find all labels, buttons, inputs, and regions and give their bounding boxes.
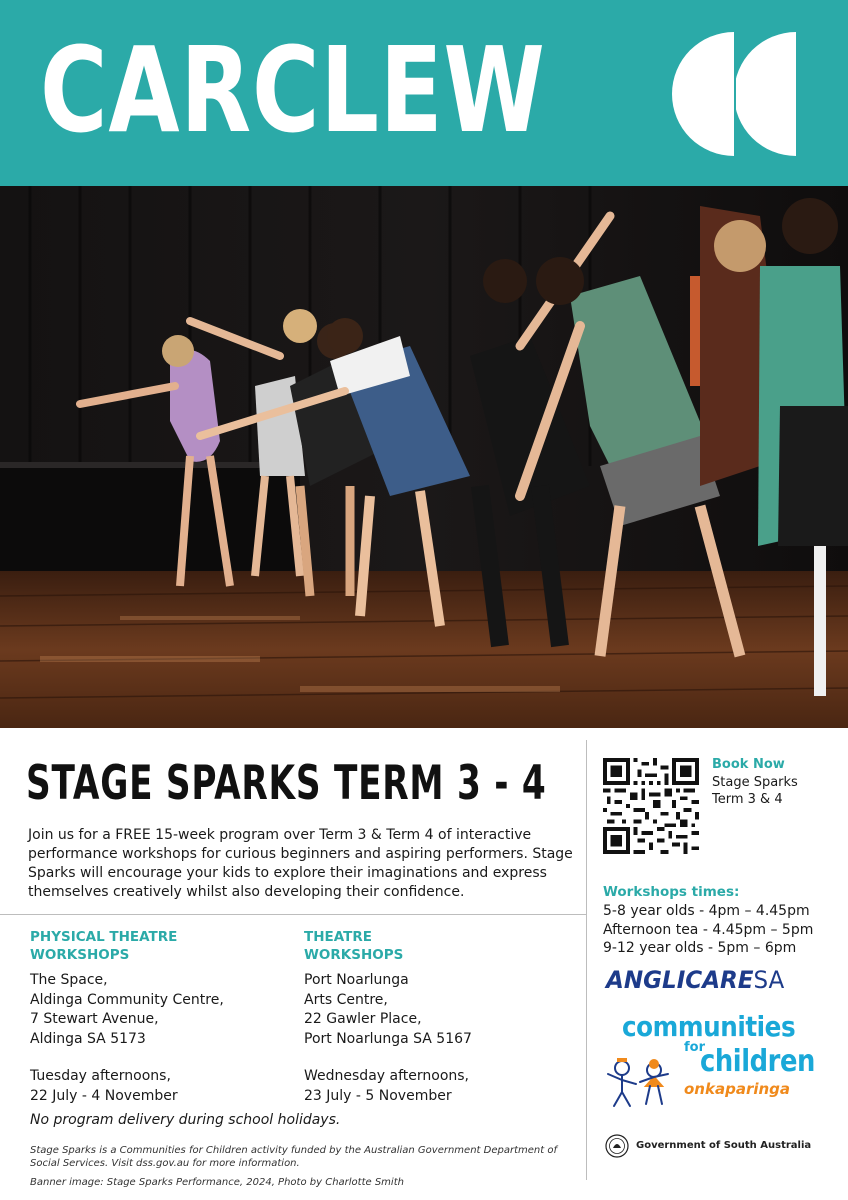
workshop-times-list: [603, 902, 813, 958]
carclew-logo: CARCLEW: [40, 21, 546, 159]
intro-paragraph: Join us for a FREE 15-week program over Term 3 & Term 4 of interactive performance workshops for curious beginners and aspiring performers. Stage Sparks will encourage your kids to explore their imaginations and express themselves creatively whilst also developing their confidence.: [28, 827, 573, 900]
address-line: Port Noarlunga SA 5167: [304, 1030, 472, 1047]
funding-note: Stage Sparks is a Communities for Children activity funded by the Australian Government Department of Social Services. Visit dss.gov.au for more information.: [30, 1145, 557, 1169]
theatre-section: [304, 928, 574, 1106]
address-line: Aldinga SA 5173: [30, 1030, 146, 1047]
booking-line: Term 3 & 4: [712, 792, 783, 807]
anglicare-logo: [606, 966, 784, 994]
address-line: 22 Gawler Place,: [304, 1011, 422, 1027]
workshop-dates: 23 July - 5 November: [304, 1087, 452, 1104]
horizontal-divider: [0, 914, 587, 915]
address-line: Arts Centre,: [304, 991, 388, 1008]
cfc-children-text: children: [700, 1044, 815, 1079]
photo-dancers-icon: [0, 186, 848, 728]
government-seal-icon: [605, 1134, 629, 1158]
banner-photo: [0, 186, 848, 728]
book-now-heading: Book Now: [712, 757, 785, 772]
physical-theatre-section: [30, 928, 300, 1106]
government-sa-text: Government of South Australia: [636, 1140, 812, 1151]
qr-code-icon[interactable]: [603, 758, 699, 854]
workshop-day: Wednesday afternoons,: [304, 1068, 469, 1084]
address-line: 7 Stewart Avenue,: [30, 1011, 159, 1027]
anglicare-text: ANGLICARE: [606, 966, 754, 994]
workshop-dates: 22 July - 4 November: [30, 1087, 178, 1104]
workshop-times-heading: Workshops times:: [603, 884, 740, 900]
cfc-onkaparinga-text: onkaparinga: [684, 1080, 791, 1098]
workshop-day: Tuesday afternoons,: [30, 1068, 171, 1084]
vertical-divider: [586, 740, 587, 1180]
address-line: Port Noarlunga: [304, 972, 409, 988]
children-figures-icon: [604, 1056, 686, 1112]
photo-credit: Banner image: Stage Sparks Performance, 2024, Photo by Charlotte Smith: [30, 1177, 404, 1188]
booking-info: [712, 756, 798, 809]
carclew-mark-icon: [672, 32, 796, 156]
header-banner: [0, 0, 848, 186]
address-line: The Space,: [30, 972, 108, 988]
holiday-note: No program delivery during school holidays.: [30, 1112, 341, 1128]
cfc-for-text: for: [684, 1040, 705, 1055]
booking-line: Stage Sparks: [712, 774, 798, 790]
anglicare-sa-text: SA: [753, 966, 785, 994]
physical-theatre-heading: PHYSICAL THEATRE WORKSHOPS: [30, 929, 178, 963]
theatre-heading: THEATRE WORKSHOPS: [304, 929, 404, 963]
time-row: 9-12 year olds - 5pm – 6pm: [603, 940, 797, 956]
address-line: Aldinga Community Centre,: [30, 991, 224, 1008]
time-row: 5-8 year olds - 4pm – 4.45pm: [603, 903, 810, 919]
time-row: Afternoon tea - 4.45pm – 5pm: [603, 921, 814, 938]
page-title: STAGE SPARKS TERM 3 - 4: [26, 756, 547, 811]
cfc-communities-text: communities: [622, 1010, 796, 1043]
